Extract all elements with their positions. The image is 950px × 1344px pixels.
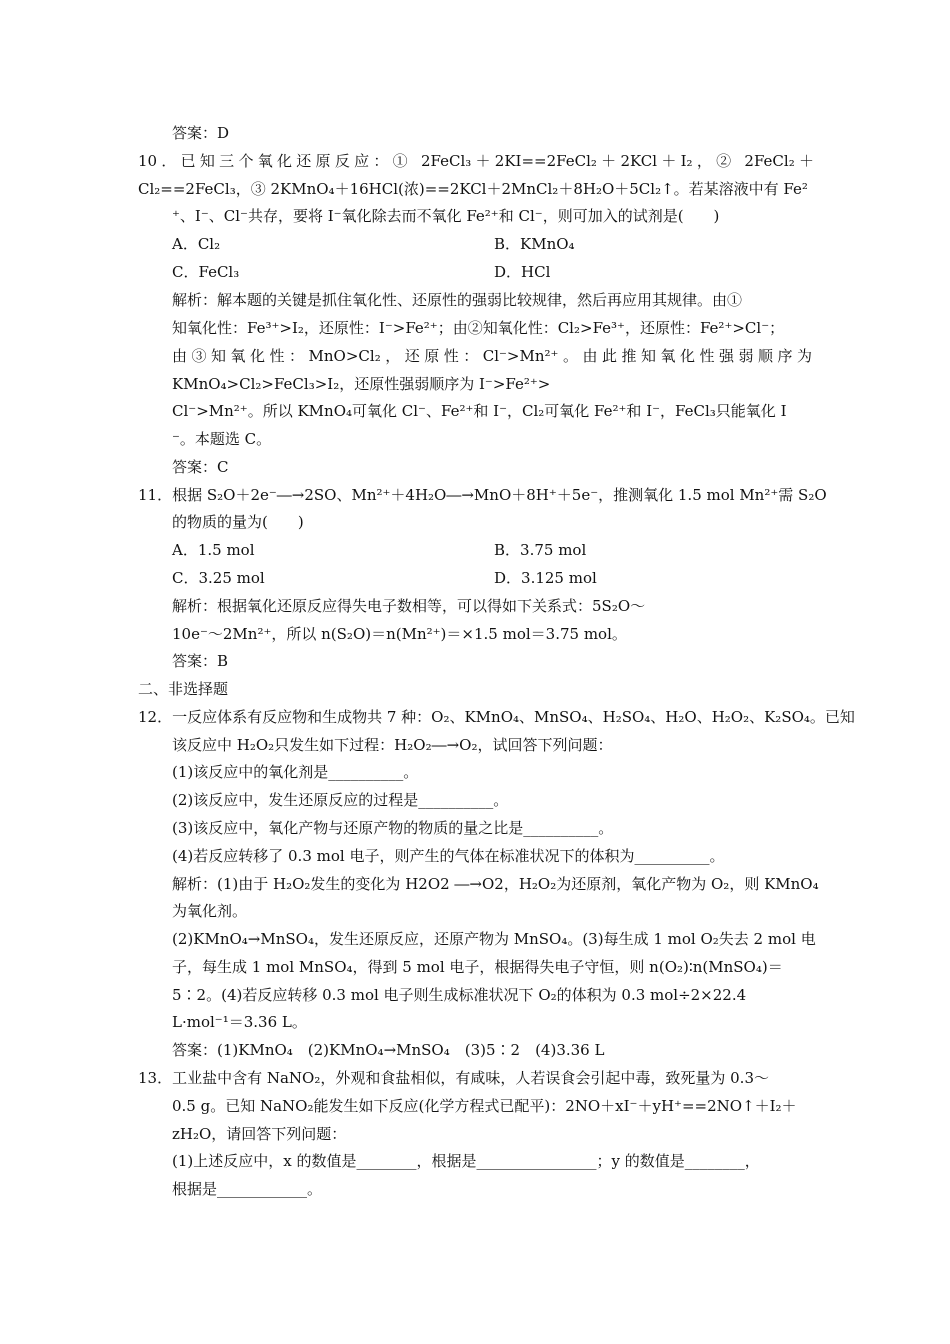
q12-stem-line1: 12．一反应体系有反应物和生成物共 7 种：O₂、KMnO₄、MnSO₄、H₂SO₄、H₂O、H₂O₂、K₂SO₄。已知 (138, 708, 855, 726)
q12-analysis-line4: 子，每生成 1 mol MnSO₄，得到 5 mol 电子，根据得失电子守恒，则 n(O₂)∶n(MnSO₄)＝ (172, 958, 783, 976)
q10-option-b: B．KMnO₄ (494, 235, 575, 253)
q12-stem-line2: 该反应中 H₂O₂只发生如下过程：H₂O₂―→O₂，试回答下列问题： (172, 736, 613, 754)
q11-option-b: B．3.75 mol (494, 541, 587, 559)
q10-analysis-line4: KMnO₄>Cl₂>FeCl₃>I₂，还原性强弱顺序为 I⁻>Fe²⁺> (172, 375, 551, 393)
q11-option-a: A．1.5 mol (172, 541, 255, 559)
q10-option-a: A．Cl₂ (172, 235, 221, 253)
answer-11: 答案：B (172, 652, 229, 670)
q10-option-d: D．HCl (494, 263, 551, 281)
q10-analysis-line2: 知氧化性：Fe³⁺>I₂，还原性：I⁻>Fe²⁺；由②知氧化性：Cl₂>Fe³⁺，还原性：Fe²⁺>Cl⁻； (172, 319, 785, 337)
q10-analysis-line1: 解析：解本题的关键是抓住氧化性、还原性的强弱比较规律，然后再应用其规律。由① (172, 291, 743, 309)
q11-option-d: D．3.125 mol (494, 569, 597, 587)
q10-stem-line2: Cl₂==2FeCl₃，③ 2KMnO₄＋16HCl(浓)==2KCl＋2MnCl₂＋8H₂O＋5Cl₂↑。若某溶液中有 Fe² (138, 180, 808, 198)
q11-analysis-line1: 解析：根据氧化还原反应得失电子数相等，可以得如下关系式：5S₂O～ (172, 597, 646, 615)
q11-option-c: C．3.25 mol (172, 569, 265, 587)
q12-analysis-line3: (2)KMnO₄→MnSO₄，发生还原反应，还原产物为 MnSO₄。(3)每生成 1 mol O₂失去 2 mol 电 (172, 930, 816, 948)
q10-stem-line1: 10．已知三个氧化还原反应：① 2FeCl₃＋2KI==2FeCl₂＋2KCl＋I₂，② 2FeCl₂＋ (138, 152, 814, 170)
q13-sub1-line1: (1)上述反应中，x 的数值是________，根据是________________；y 的数值是________， (172, 1152, 760, 1170)
q10-stem-line3: ⁺、I⁻、Cl⁻共存，要将 I⁻氧化除去而不氧化 Fe²⁺和 Cl⁻，则可加入的试剂是( ) (172, 207, 720, 225)
q12-sub2: (2)该反应中，发生还原反应的过程是__________。 (172, 791, 509, 809)
answer-10: 答案：C (172, 458, 229, 476)
q12-sub1: (1)该反应中的氧化剂是__________。 (172, 763, 419, 781)
q11-stem-line1: 11．根据 S₂O＋2e⁻―→2SO、Mn²⁺＋4H₂O―→MnO＋8H⁺＋5e⁻，推测氧化 1.5 mol Mn²⁺需 S₂O (138, 486, 827, 504)
q12-analysis-line5: 5∶2。(4)若反应转移 0.3 mol 电子则生成标准状况下 O₂的体积为 0.3 mol÷2×22.4 (172, 986, 747, 1004)
q10-option-c: C．FeCl₃ (172, 263, 240, 281)
q10-analysis-line3: 由③知氧化性：MnO>Cl₂，还原性：Cl⁻>Mn²⁺。由此推知氧化性强弱顺序为 (172, 347, 812, 365)
q12-analysis-line2: 为氧化剂。 (172, 902, 248, 920)
section-heading-nonchoice: 二、非选择题 (138, 680, 229, 698)
q10-analysis-line5: Cl⁻>Mn²⁺。所以 KMnO₄可氧化 Cl⁻、Fe²⁺和 I⁻，Cl₂可氧化 Fe²⁺和 I⁻，FeCl₃只能氧化 I (172, 402, 787, 420)
answer-12: 答案：(1)KMnO₄ (2)KMnO₄→MnSO₄ (3)5∶2 (4)3.36 L (172, 1041, 605, 1059)
q12-sub4: (4)若反应转移了 0.3 mol 电子，则产生的气体在标准状况下的体积为__________。 (172, 847, 725, 865)
q13-stem-line1: 13．工业盐中含有 NaNO₂，外观和食盐相似，有咸味，人若误食会引起中毒，致死量为 0.3～ (138, 1069, 769, 1087)
q10-analysis-line6: ⁻。本题选 C。 (172, 430, 272, 448)
q12-sub3: (3)该反应中，氧化产物与还原产物的物质的量之比是__________。 (172, 819, 614, 837)
q13-stem-line3: zH₂O，请回答下列问题： (172, 1125, 347, 1143)
q13-sub1-line2: 根据是____________。 (172, 1180, 323, 1198)
q13-stem-line2: 0.5 g。已知 NaNO₂能发生如下反应(化学方程式已配平)：2NO＋xI⁻＋yH⁺==2NO↑＋I₂＋ (172, 1097, 797, 1115)
q11-stem-line2: 的物质的量为( ) (172, 513, 304, 531)
q11-analysis-line2: 10e⁻～2Mn²⁺，所以 n(S₂O)＝n(Mn²⁺)＝×1.5 mol＝3.75 mol。 (172, 625, 627, 643)
q12-analysis-line1: 解析：(1)由于 H₂O₂发生的变化为 H2O2 ―→O2，H₂O₂为还原剂，氧化产物为 O₂，则 KMnO₄ (172, 875, 819, 893)
q12-analysis-line6: L·mol⁻¹＝3.36 L。 (172, 1013, 307, 1031)
answer-9: 答案：D (172, 124, 230, 142)
